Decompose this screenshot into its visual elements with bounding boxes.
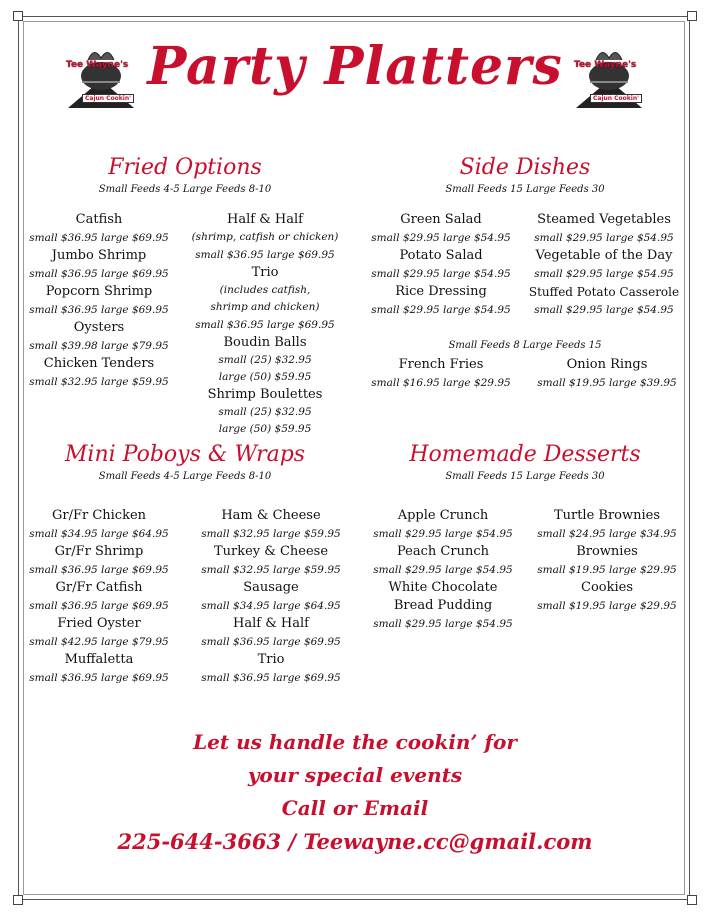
item-note: (includes catfish,	[219, 284, 311, 296]
menu-item: Peach Crunch small $29.95 large $54.95	[373, 544, 513, 576]
section-heading-desserts: Homemade Desserts	[409, 442, 641, 467]
menu-item: Cookies small $19.95 large $29.95	[537, 580, 677, 612]
fried-left-column	[20, 211, 178, 391]
item-note: shrimp and chicken)	[210, 301, 320, 313]
item-price: large (50) $59.95	[218, 371, 312, 383]
corner-ornament	[687, 11, 697, 21]
item-price: small (25) $32.95	[218, 354, 312, 366]
section-sub-sides: Small Feeds 15 Large Feeds 30	[445, 184, 605, 195]
item-name: Half & Half	[227, 212, 303, 227]
item-price: small $36.95 large $69.95	[195, 319, 335, 331]
menu-item: Apple Crunch small $29.95 large $54.95	[373, 508, 513, 540]
menu-item: Vegetable of the Day small $29.95 large $54.95	[534, 248, 674, 280]
sides-fries: French Fries small $16.95 large $29.95	[371, 357, 511, 389]
item-note: (shrimp, catfish or chicken)	[191, 231, 339, 243]
menu-item: Gr/Fr Chicken small $34.95 large $64.95	[29, 508, 169, 540]
menu-item: Trio small $36.95 large $69.95	[201, 652, 341, 684]
desserts-right-column	[528, 507, 686, 615]
footer-line-3: Call or Email	[281, 796, 429, 820]
item-price: large (50) $59.95	[218, 423, 312, 435]
desserts-left-column	[364, 507, 522, 633]
item-price: small (25) $32.95	[218, 406, 312, 418]
menu-item: Ham & Cheese small $32.95 large $59.95	[201, 508, 341, 540]
menu-item: Rice Dressing small $29.95 large $54.95	[371, 284, 511, 316]
menu-item: Chicken Tenders small $32.95 large $59.95	[29, 356, 169, 388]
logo-brand: Tee Wayne's	[66, 60, 129, 70]
footer-line-1: Let us handle the cookin’ for	[193, 730, 517, 754]
item-name: Boudin Balls	[223, 335, 307, 350]
sides-left-column	[362, 211, 520, 319]
menu-item: Oysters small $39.98 large $79.95	[29, 320, 169, 352]
corner-ornament	[687, 895, 697, 905]
logo-brand: Tee Wayne's	[574, 60, 637, 70]
menu-item: Popcorn Shrimp small $36.95 large $69.95	[29, 284, 169, 316]
sides-onion-rings: Onion Rings small $19.95 large $39.95	[537, 357, 677, 389]
menu-item: Catfish small $36.95 large $69.95	[29, 212, 169, 244]
page-title: Party Platters	[147, 36, 563, 97]
section-sub-fried: Small Feeds 4-5 Large Feeds 8-10	[98, 184, 272, 195]
menu-item: Green Salad small $29.95 large $54.95	[371, 212, 511, 244]
item-name: Trio	[251, 265, 279, 280]
footer-line-2: your special events	[247, 763, 463, 787]
menu-item: White Chocolate Bread Pudding small $29.95 large $54.95	[373, 580, 513, 630]
fried-right-column	[185, 211, 345, 438]
logo-tagline: Cajun Cookin'	[590, 94, 642, 103]
corner-ornament	[13, 11, 23, 21]
item-name: Shrimp Boulettes	[207, 387, 323, 402]
contact-info: 225-644-3663 / Teewayne.cc@gmail.com	[117, 829, 593, 854]
menu-item: Gr/Fr Shrimp small $36.95 large $69.95	[29, 544, 169, 576]
menu-item: Turkey & Cheese small $32.95 large $59.95	[201, 544, 341, 576]
menu-item: Steamed Vegetables small $29.95 large $54.95	[534, 212, 674, 244]
menu-item: Jumbo Shrimp small $36.95 large $69.95	[29, 248, 169, 280]
item-price: small $36.95 large $69.95	[195, 249, 335, 261]
section-sub-poboys: Small Feeds 4-5 Large Feeds 8-10	[98, 471, 272, 482]
menu-item: Sausage small $34.95 large $64.95	[201, 580, 341, 612]
section-sub-sides-2: Small Feeds 8 Large Feeds 15	[448, 340, 602, 351]
poboys-left-column	[20, 507, 178, 687]
sides-right-column	[518, 211, 690, 319]
menu-item: Stuffed Potato Casserole small $29.95 large $54.95	[528, 285, 680, 316]
section-heading-sides: Side Dishes	[459, 155, 591, 180]
menu-item: Muffaletta small $36.95 large $69.95	[29, 652, 169, 684]
menu-item: Turtle Brownies small $24.95 large $34.95	[537, 508, 677, 540]
menu-item: Potato Salad small $29.95 large $54.95	[371, 248, 511, 280]
menu-item: Half & Half small $36.95 large $69.95	[201, 616, 341, 648]
menu-item: Fried Oyster small $42.95 large $79.95	[29, 616, 169, 648]
section-heading-poboys: Mini Poboys & Wraps	[64, 442, 306, 467]
section-sub-desserts: Small Feeds 15 Large Feeds 30	[445, 471, 605, 482]
menu-item: Brownies small $19.95 large $29.95	[537, 544, 677, 576]
poboys-right-column	[192, 507, 350, 687]
logo-tagline: Cajun Cookin'	[82, 94, 134, 103]
section-heading-fried: Fried Options	[108, 155, 262, 180]
corner-ornament	[13, 895, 23, 905]
menu-item: Gr/Fr Catfish small $36.95 large $69.95	[29, 580, 169, 612]
